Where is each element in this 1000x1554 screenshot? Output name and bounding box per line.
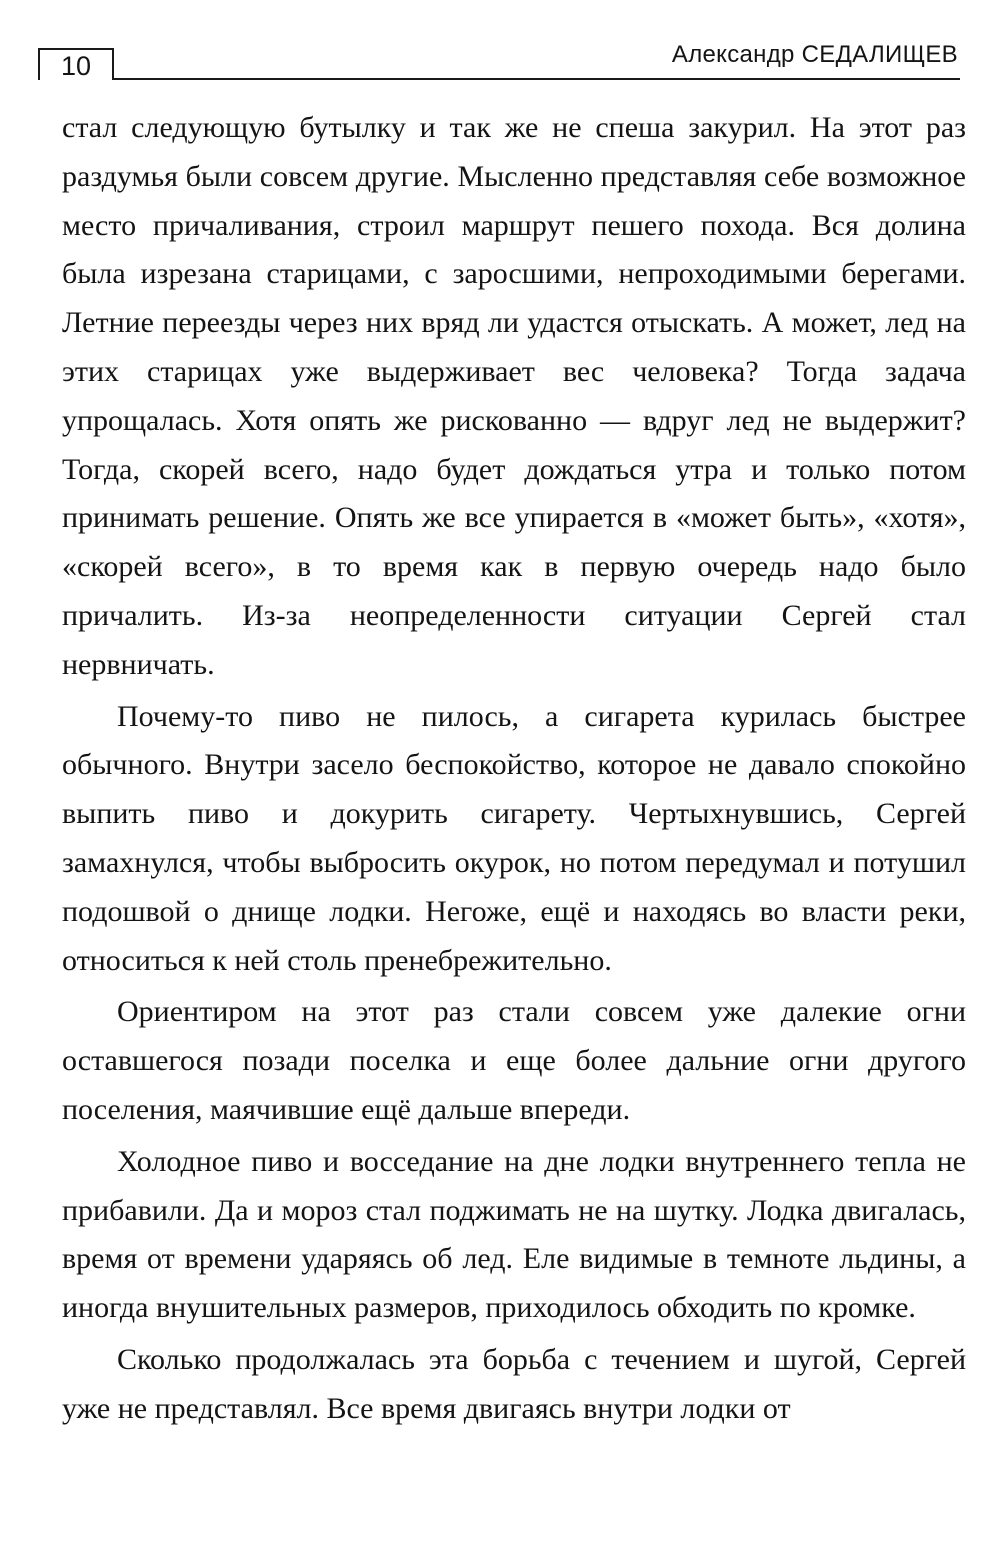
body-text <box>62 104 966 1434</box>
paragraph: Почему-то пиво не пилось, а сигарета курилась быстрее обычного. Внутри засело беспокойство, которое не давало спокойно выпить пиво и докурить сигарету. Чертыхнувшись, Сергей замахнулся, чтобы выбросить окурок, но потом передумал и потушил подошвой о днище лодки. Негоже, ещё и находясь во власти реки, относиться к ней столь пренебрежительно. <box>62 699 966 977</box>
page-number: 10 <box>38 48 114 80</box>
paragraph: стал следующую бутылку и так же не спеша закурил. На этот раз раздумья были совсем другие. Мысленно представляя себе возможное место причаливания, строил маршрут пешего похода. Вся долина была изрезана старицами, с заросшими, непроходимыми берегами. Летние переезды через них вряд ли удастся отыскать. А может, лед на этих старицах уже выдерживает вес человека? Тогда задача упрощалась. Хотя опять же рискованно — вдруг лед не выдержит? Тогда, скорей всего, надо будет дождаться утра и только потом принимать решение. Опять же все упирается в «может быть», «хотя», «скорей всего», в то время как в первую очередь надо было причалить. Из-за неопределенности ситуации Сергей стал нервничать. <box>62 111 966 681</box>
paragraph: Холодное пиво и восседание на дне лодки внутреннего тепла не прибавили. Да и мороз стал поджимать не на шутку. Лодка двигалась, время от времени ударяясь об лед. Еле видимые в темноте льдины, а иногда внушительных размеров, приходилось обходить по кромке. <box>62 1144 966 1325</box>
paragraph: Сколько продолжалась эта борьба с течением и шугой, Сергей уже не представлял. Все время двигаясь внутри лодки от <box>62 1342 966 1425</box>
header-rule <box>112 78 960 80</box>
paragraph: Ориентиром на этот раз стали совсем уже далекие огни оставшегося позади поселка и еще более дальние огни другого поселения, маячившие ещё дальше впереди. <box>62 995 966 1126</box>
running-title: Александр СЕДАЛИЩЕВ <box>671 41 958 68</box>
page-header <box>38 40 960 80</box>
